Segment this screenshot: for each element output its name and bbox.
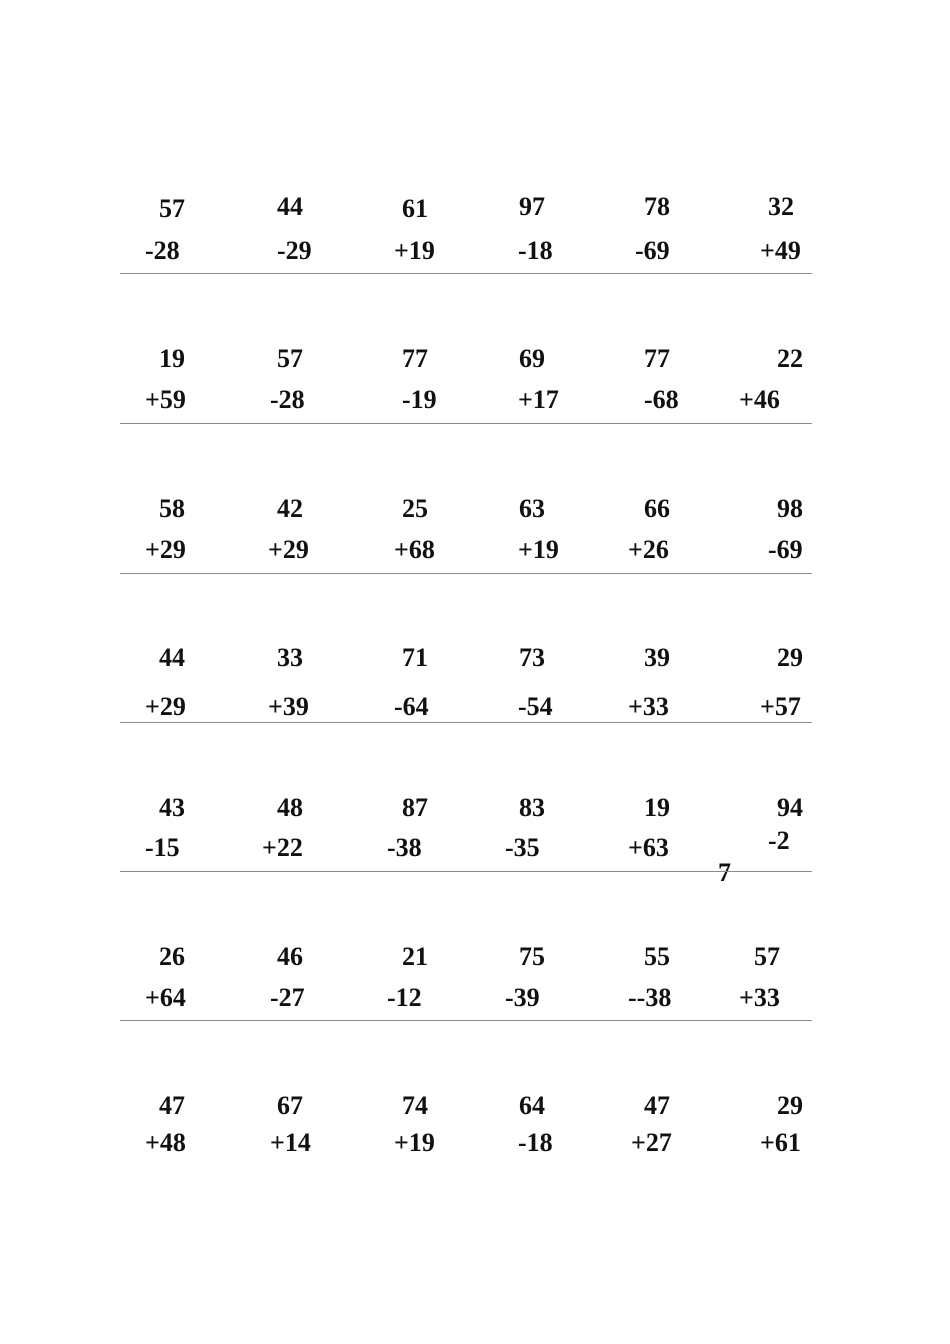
problem-top-number: 19 [159, 344, 185, 373]
problem-top-number: 47 [644, 1091, 670, 1120]
problem-top-number: 77 [402, 344, 428, 373]
problem-top-number: 98 [777, 494, 803, 523]
problem-bottom-operand: -68 [644, 385, 679, 414]
problem-top-number: 19 [644, 793, 670, 822]
problem-bottom-operand: -29 [277, 236, 312, 265]
problem-bottom-operand: +33 [739, 983, 780, 1012]
problem-bottom-operand: --38 [628, 983, 672, 1012]
problem-top-number: 71 [402, 643, 428, 672]
problem-top-number: 57 [754, 942, 780, 971]
problem-top-number: 22 [777, 344, 803, 373]
problem-bottom-operand: +29 [268, 535, 309, 564]
problem-bottom-operand: -54 [518, 692, 553, 721]
answer-rule [120, 871, 812, 872]
problem-bottom-operand: +57 [760, 692, 801, 721]
problem-bottom-operand: +48 [145, 1128, 186, 1157]
problem-bottom-operand: -35 [505, 833, 540, 862]
problem-bottom-operand: -18 [518, 236, 553, 265]
problem-top-number: 29 [777, 643, 803, 672]
problem-top-number: 42 [277, 494, 303, 523]
problem-bottom-operand: +19 [394, 236, 435, 265]
problem-top-number: 25 [402, 494, 428, 523]
problem-bottom-operand: +27 [631, 1128, 672, 1157]
problem-top-number: 73 [519, 643, 545, 672]
problem-top-number: 48 [277, 793, 303, 822]
problem-top-number: 58 [159, 494, 185, 523]
problem-top-number: 66 [644, 494, 670, 523]
problem-top-number: 57 [277, 344, 303, 373]
problem-bottom-operand: -19 [402, 385, 437, 414]
problem-bottom-operand: +64 [145, 983, 186, 1012]
problem-top-number: 29 [777, 1091, 803, 1120]
problem-bottom-operand: -27 [270, 983, 305, 1012]
problem-bottom-operand: +59 [145, 385, 186, 414]
overflow-fragment-clip [718, 858, 738, 887]
problem-top-number: 39 [644, 643, 670, 672]
problem-top-number: 94 [777, 793, 803, 822]
problem-bottom-operand: -2 [768, 826, 790, 855]
problem-top-number: 83 [519, 793, 545, 822]
problem-top-number: 97 [519, 192, 545, 221]
problem-top-number: 87 [402, 793, 428, 822]
problem-top-number: 69 [519, 344, 545, 373]
answer-rule [120, 573, 812, 574]
problem-bottom-operand: +22 [262, 833, 303, 862]
problem-top-number: 77 [644, 344, 670, 373]
problem-top-number: 61 [402, 194, 428, 223]
problem-bottom-operand: -28 [145, 236, 180, 265]
answer-rule [120, 722, 812, 723]
problem-bottom-operand: -39 [505, 983, 540, 1012]
problem-top-number: 74 [402, 1091, 428, 1120]
problem-bottom-operand: +26 [628, 535, 669, 564]
problem-bottom-operand: +17 [518, 385, 559, 414]
problem-bottom-operand: -64 [394, 692, 429, 721]
problem-bottom-operand: +46 [739, 385, 780, 414]
problem-bottom-operand: +33 [628, 692, 669, 721]
problem-top-number: 67 [277, 1091, 303, 1120]
problem-bottom-operand: -15 [145, 833, 180, 862]
problem-bottom-operand: -28 [270, 385, 305, 414]
problem-bottom-operand: +39 [268, 692, 309, 721]
problem-bottom-operand: -18 [518, 1128, 553, 1157]
problem-top-number: 55 [644, 942, 670, 971]
problem-bottom-operand: +19 [518, 535, 559, 564]
answer-rule [120, 423, 812, 424]
problem-top-number: 57 [159, 194, 185, 223]
problem-top-number: 63 [519, 494, 545, 523]
problem-top-number: 33 [277, 643, 303, 672]
problem-top-number: 75 [519, 942, 545, 971]
problem-top-number: 44 [277, 192, 303, 221]
problem-bottom-operand: +61 [760, 1128, 801, 1157]
problem-top-number: 43 [159, 793, 185, 822]
problem-top-number: 78 [644, 192, 670, 221]
problem-top-number: 64 [519, 1091, 545, 1120]
problem-bottom-operand: +49 [760, 236, 801, 265]
problem-bottom-operand: -69 [768, 535, 803, 564]
problem-top-number: 47 [159, 1091, 185, 1120]
problem-top-number: 26 [159, 942, 185, 971]
answer-rule [120, 273, 812, 274]
problem-top-number: 44 [159, 643, 185, 672]
problem-bottom-operand: +68 [394, 535, 435, 564]
problem-bottom-operand: -69 [635, 236, 670, 265]
problem-bottom-operand: -12 [387, 983, 422, 1012]
problem-bottom-operand: +29 [145, 692, 186, 721]
problem-bottom-operand: +63 [628, 833, 669, 862]
problem-bottom-operand: +19 [394, 1128, 435, 1157]
problem-bottom-operand: +29 [145, 535, 186, 564]
problem-top-number: 46 [277, 942, 303, 971]
problem-top-number: 32 [768, 192, 794, 221]
problem-bottom-operand: +14 [270, 1128, 311, 1157]
answer-rule [120, 1020, 812, 1021]
overflow-fragment-text: 7 [718, 858, 731, 887]
problem-bottom-operand: -38 [387, 833, 422, 862]
problem-top-number: 21 [402, 942, 428, 971]
